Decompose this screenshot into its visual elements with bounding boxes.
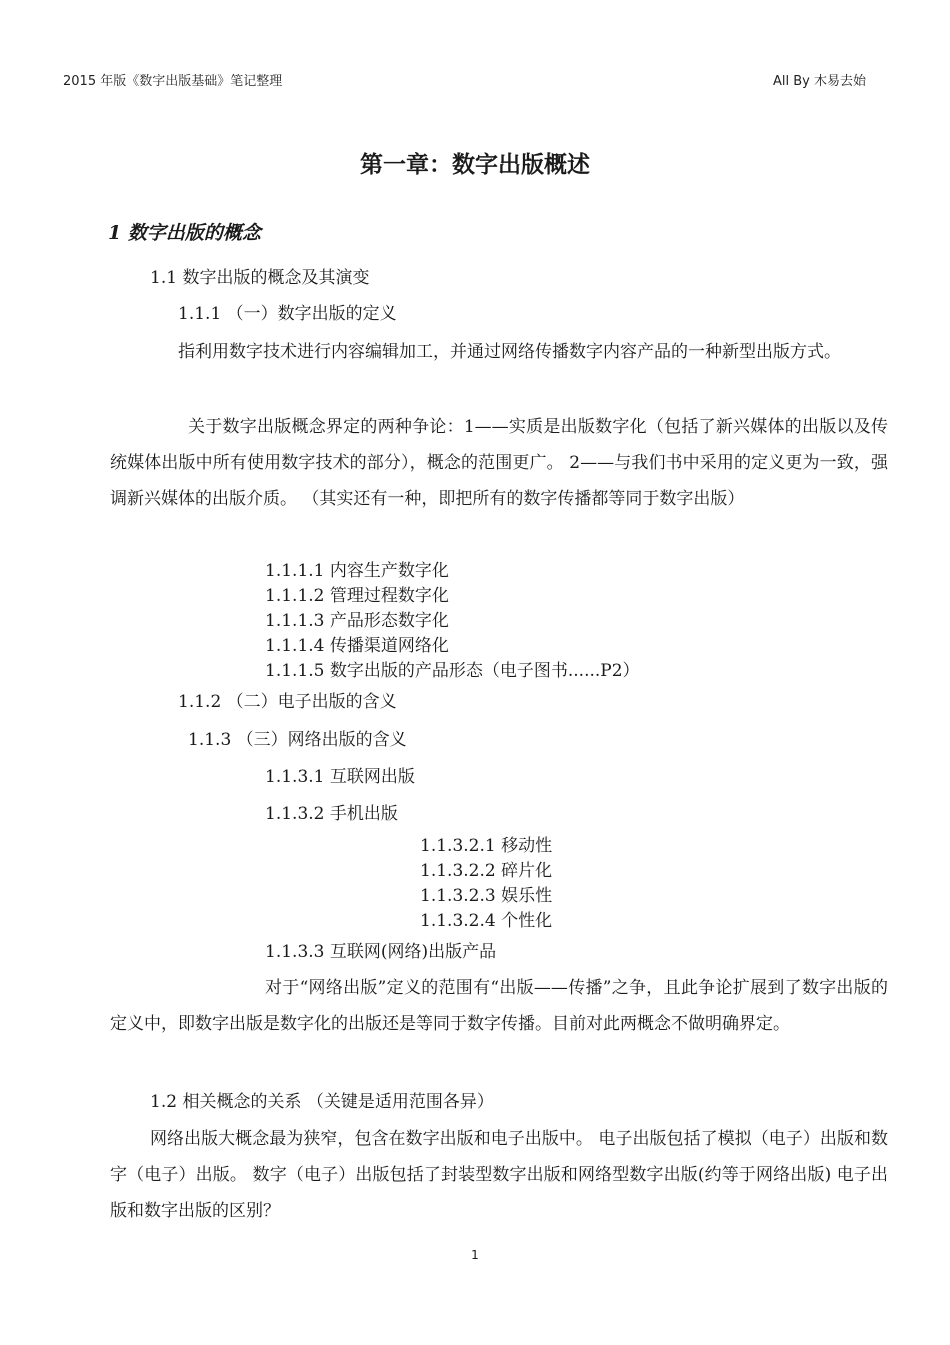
paragraph-dispute: 关于数字出版概念界定的两种争论：1——实质是出版数字化（包括了新兴媒体的出版以及传统媒体出版中所有使用数字技术的部分），概念的范围更广。 2——与我们书中采用的定义更为一致，强调新兴媒体的出版介质。 （其实还有一种，即把所有的数字传播都等同于数字出版）: [110, 417, 888, 509]
outline-1-1-1-3: 1.1.1.3 产品形态数字化: [265, 611, 449, 631]
header-right-author: All By 木易去始: [773, 74, 866, 89]
outline-1-1-1-1: 1.1.1.1 内容生产数字化: [265, 561, 449, 581]
paragraph-network-scope: 对于“网络出版”定义的范围有“出版——传播”之争，且此争论扩展到了数字出版的定义中，即数字出版是数字化的出版还是等同于数字传播。目前对此两概念不做明确界定。: [110, 978, 888, 1034]
chapter-title: 第一章：数字出版概述: [360, 152, 590, 178]
outline-1-1-1: 1.1.1 （一）数字出版的定义: [178, 304, 397, 324]
outline-1-2: 1.2 相关概念的关系 （关键是适用范围各异）: [150, 1092, 494, 1112]
paragraph-relation: 网络出版大概念最为狭窄，包含在数字出版和电子出版中。 电子出版包括了模拟（电子）出版和数字（电子）出版。 数字（电子）出版包括了封装型数字出版和网络型数字出版(约等于网络出版) 电子出版和数字出版的区别？: [110, 1129, 888, 1221]
outline-1-1-3-3: 1.1.3.3 互联网(网络)出版产品: [265, 942, 497, 962]
outline-1-1-3-2: 1.1.3.2 手机出版: [265, 804, 398, 824]
outline-1-1-1-4: 1.1.1.4 传播渠道网络化: [265, 636, 449, 656]
header-left-title: 2015 年版《数字出版基础》笔记整理: [63, 74, 283, 89]
outline-1-1-3: 1.1.3 （三）网络出版的含义: [188, 730, 407, 750]
outline-1-1-3-2-4: 1.1.3.2.4 个性化: [420, 911, 553, 931]
outline-1-1-1-5: 1.1.1.5 数字出版的产品形态（电子图书......P2）: [265, 661, 640, 681]
page-number: 1: [471, 1248, 479, 1262]
outline-1-1-1-2: 1.1.1.2 管理过程数字化: [265, 586, 449, 606]
outline-1-1-3-2-1: 1.1.3.2.1 移动性: [420, 836, 553, 856]
paragraph-definition: 指利用数字技术进行内容编辑加工，并通过网络传播数字内容产品的一种新型出版方式。: [178, 342, 841, 362]
outline-1-1-3-2-2: 1.1.3.2.2 碎片化: [420, 861, 553, 881]
outline-1-1-2: 1.1.2 （二）电子出版的含义: [178, 692, 397, 712]
section-heading: 1 数字出版的概念: [108, 222, 261, 244]
outline-1-1-3-2-3: 1.1.3.2.3 娱乐性: [420, 886, 553, 906]
outline-1-1-3-1: 1.1.3.1 互联网出版: [265, 767, 415, 787]
outline-1-1: 1.1 数字出版的概念及其演变: [150, 268, 370, 288]
